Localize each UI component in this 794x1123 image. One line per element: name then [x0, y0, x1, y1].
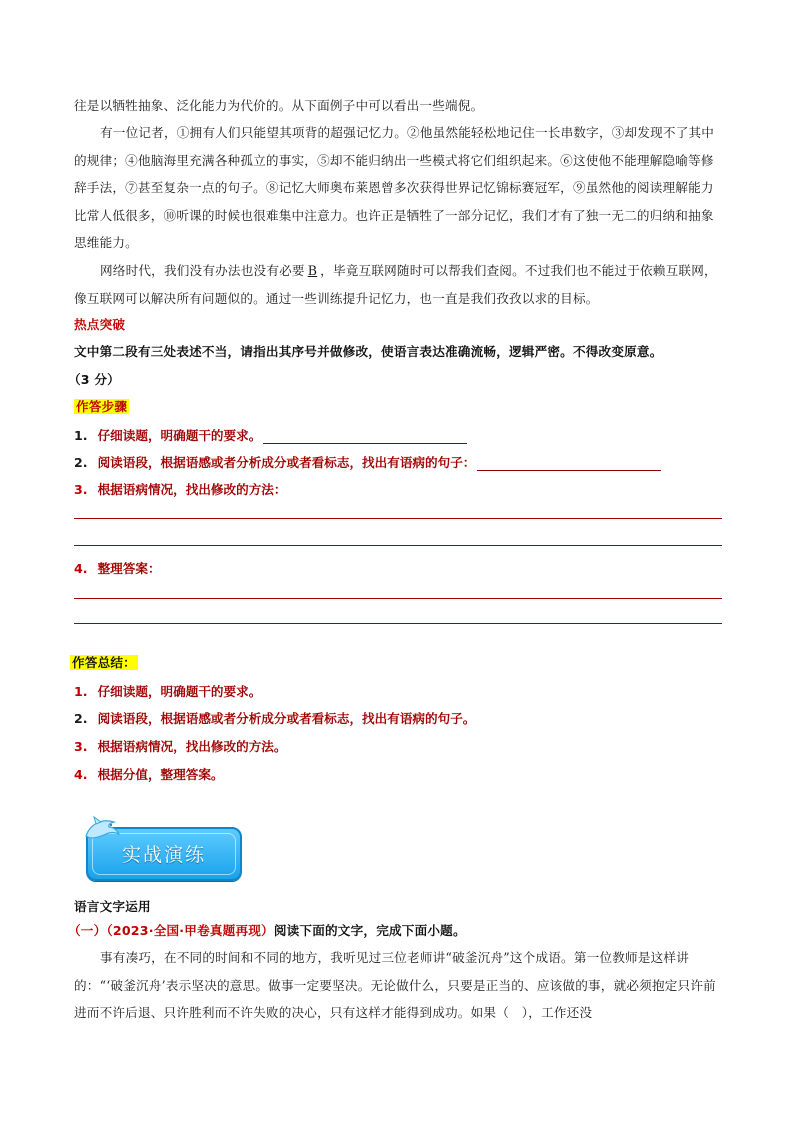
- summary-item-3-text: 根据语病情况，找出修改的方法。: [97, 739, 287, 754]
- step-4-text: 整理答案：: [97, 561, 161, 576]
- step-2-text: 阅读语段，根据语感或者分析成分或者看标志，找出有语病的句子：: [97, 455, 476, 470]
- passage-paragraph-3-after: ，毕竟互联网随时可以帮我们查阅。不过我们也不能过于依赖互联网，像互联网可以解决所有问题似的。通过一些训练提升记忆力，也一直是我们孜孜以求的目标。: [74, 263, 717, 306]
- summary-heading-row: [70, 649, 718, 677]
- summary-item-3-number: 3.: [74, 739, 88, 754]
- dolphin-icon: [82, 814, 122, 844]
- step-3-text: 根据语病情况，找出修改的方法：: [97, 482, 287, 497]
- summary-item-4-number: 4.: [74, 767, 88, 782]
- step-1-text: 仔细读题，明确题干的要求。: [97, 428, 262, 443]
- summary-item-2-text: 阅读语段，根据语感或者分析成分或者看标志，找出有语病的句子。: [97, 711, 476, 726]
- step-2-answer-line[interactable]: [477, 456, 661, 471]
- passage-paragraph-2: 有一位记者，①拥有人们只能望其项背的超强记忆力。②他虽然能轻松地记住一长串数字，③却发现不了其中的规律；④他脑海里充满各种孤立的事实，⑤却不能归纳出一些模式将它们组织起来。⑥这使他不能理解隐喻等修辞手法，⑦甚至复杂一点的句子。⑧记忆大师奥布莱恩曾多次获得世界记忆锦标赛冠军，⑨虽然他的阅读理解能力比常人低很多，⑩听课的时候也很难集中注意力。也许正是牺牲了一部分记忆，我们才有了独一无二的归纳和抽象思维能力。: [74, 125, 715, 250]
- summary-item-4-text: 根据分值，整理答案。: [97, 767, 224, 782]
- step-3-answer-line-1[interactable]: [74, 518, 722, 519]
- summary-item-1-number: 1.: [74, 684, 88, 699]
- hot-topic-question: 文中第二段有三处表述不当，请指出其序号并做修改，使语言表达准确流畅，逻辑严密。不得改变原意。: [74, 344, 663, 359]
- hot-topic-heading: 热点突破: [74, 317, 126, 332]
- hot-topic-score: （3 分）: [68, 372, 120, 387]
- practice-category: 语言文字运用: [74, 899, 151, 914]
- step-4-answer-line-1[interactable]: [74, 598, 722, 599]
- practice-label-source: （一）（2023·全国·甲卷真题再现）: [68, 923, 274, 938]
- summary-item-3: [74, 736, 286, 755]
- step-4: [74, 558, 161, 577]
- step-3-answer-line-2[interactable]: [74, 545, 722, 546]
- summary-item-2: [74, 708, 475, 727]
- summary-item-4: [74, 764, 224, 783]
- step-3-number: 3.: [74, 482, 88, 497]
- summary-item-1: [74, 681, 261, 700]
- practice-label-instruction: 阅读下面的文字，完成下面小题。: [273, 923, 466, 938]
- passage-line-1: 往是以牺牲抽象、泛化能力为代价的。从下面例子中可以看出一些端倪。: [74, 98, 484, 113]
- passage-answer-blank: B: [307, 263, 318, 278]
- practice-label: [68, 917, 716, 945]
- banner-title: 实战演练: [121, 844, 206, 866]
- passage-paragraph-3-before: 网络时代，我们没有办法也没有必要: [100, 263, 305, 278]
- practice-passage: 事有凑巧，在不同的时间和不同的地方，我听见过三位老师讲“破釜沉舟”这个成语。第一位教师是这样讲的：“‘破釜沉舟’表示坚决的意思。做事一定要坚决。无论做什么，只要是正当的、应该做的事，就必须抱定只许前进而不许后退、只许胜利而不许失败的决心，只有这样才能得到成功。如果（ ），工作还没: [74, 950, 716, 1020]
- step-4-answer-line-2[interactable]: [74, 623, 722, 624]
- step-2-number: 2.: [74, 455, 88, 470]
- passage-paragraph-3: [74, 257, 722, 312]
- step-1-number: 1.: [74, 428, 88, 443]
- step-3: [74, 479, 286, 498]
- summary-item-1-text: 仔细读题，明确题干的要求。: [97, 684, 262, 699]
- step-1: [74, 425, 467, 444]
- step-1-answer-line[interactable]: [263, 429, 467, 444]
- steps-heading-row: [74, 393, 722, 421]
- step-4-number: 4.: [74, 561, 88, 576]
- steps-heading: 作答步骤: [76, 399, 128, 414]
- summary-item-2-number: 2.: [74, 711, 88, 726]
- step-2: [74, 452, 661, 471]
- summary-heading: 作答总结：: [72, 655, 136, 670]
